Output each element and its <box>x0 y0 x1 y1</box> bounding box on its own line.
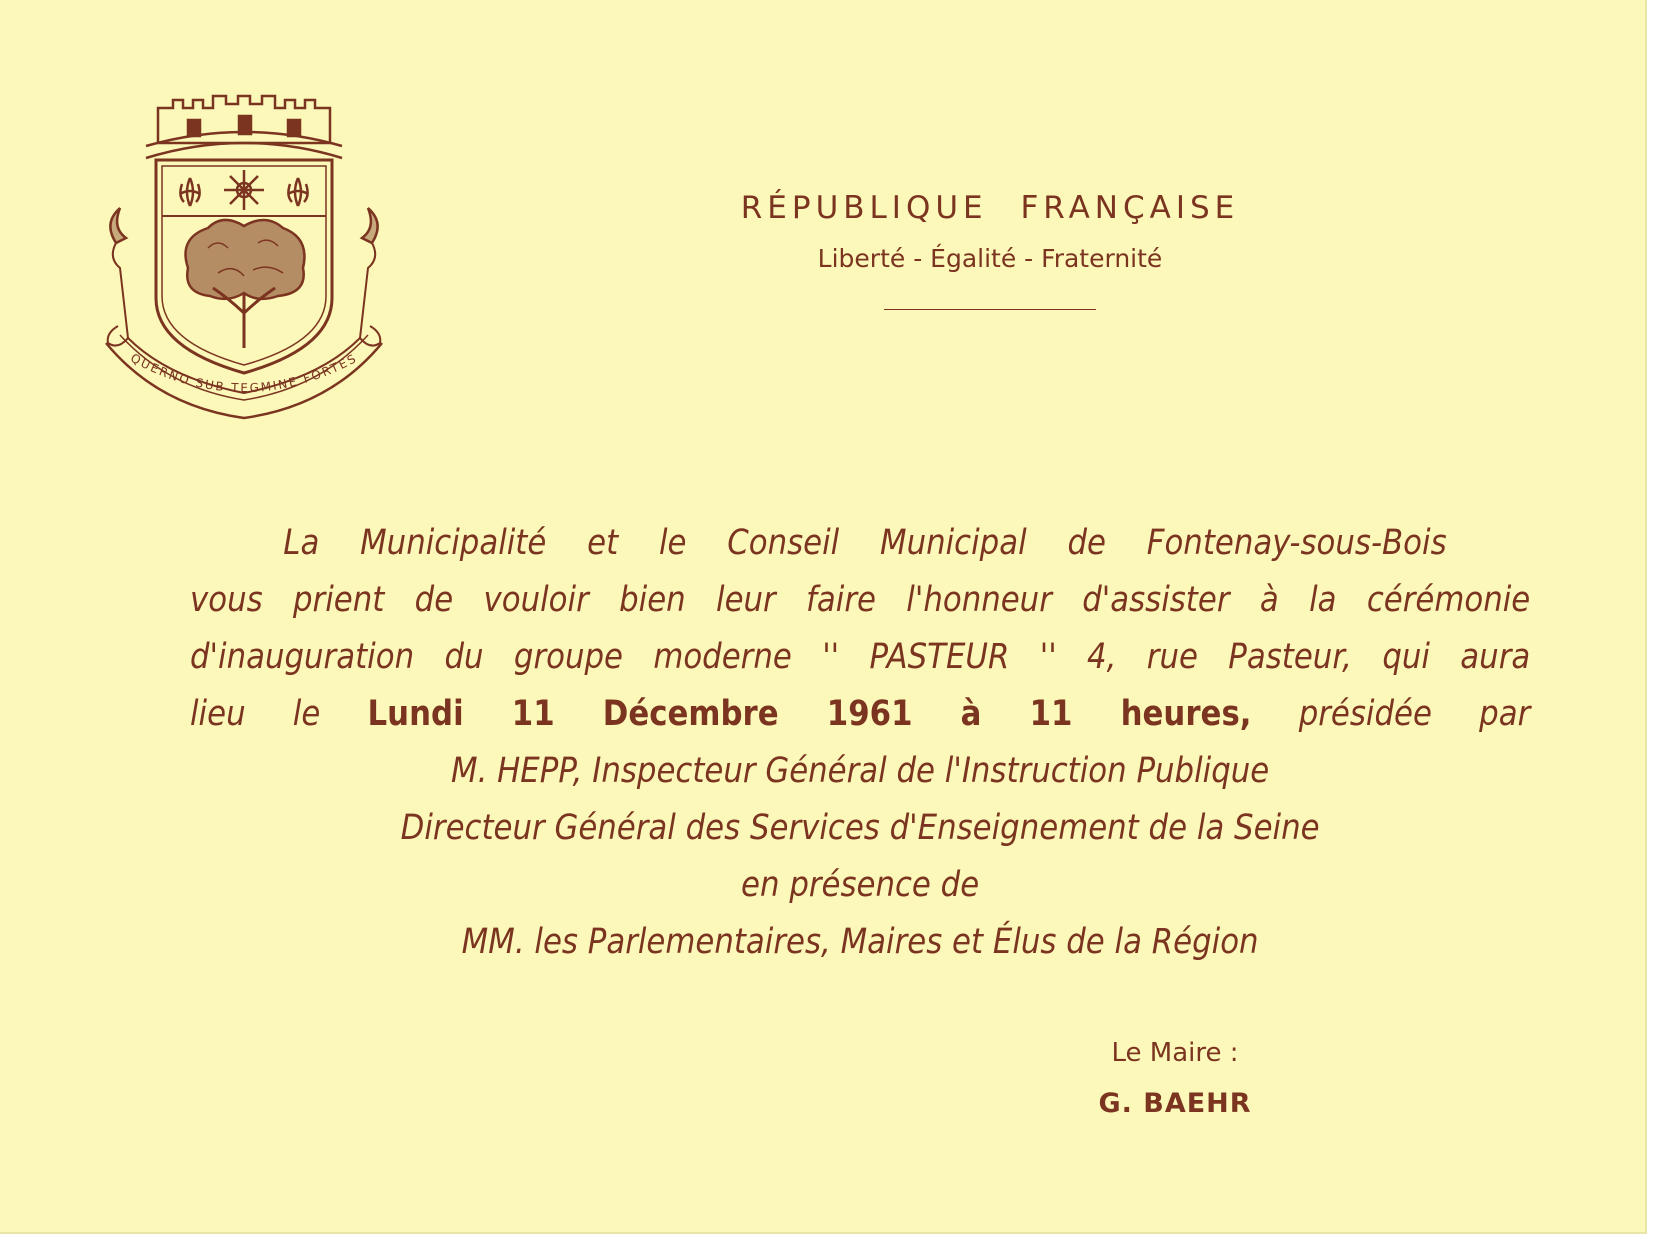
mayor-label: Le Maire : <box>1111 1038 1239 1068</box>
body-line-4 <box>190 686 1530 743</box>
body-line-3 <box>190 629 1530 686</box>
body-line-3-start: d'inauguration du groupe moderne <box>190 637 792 677</box>
body-line-4-start: lieu le <box>190 694 321 734</box>
header-divider <box>884 309 1096 310</box>
body-line-8: MM. les Parlementaires, Maires et Élus de la Région <box>461 922 1259 962</box>
signature-block <box>1080 1038 1270 1119</box>
event-date: Lundi 11 Décembre 1961 à 11 heures, <box>367 694 1252 734</box>
body-line-2: vous prient de vouloir bien leur faire l'honneur d'assister à la cérémonie <box>190 580 1531 620</box>
republic-title: RÉPUBLIQUE FRANÇAISE <box>740 190 1240 226</box>
mayor-name: G. BAEHR <box>1098 1088 1252 1119</box>
crest-motto: QUERNO SUB TEGMINE FORTES <box>128 350 360 396</box>
body-line-6: Directeur Général des Services d'Enseignement de la Seine <box>400 808 1320 848</box>
body-line-1: La Municipalité et le Conseil Municipal de Fontenay-sous-Bois <box>283 523 1447 563</box>
republic-motto: Liberté - Égalité - Fraternité <box>817 244 1163 273</box>
body-line-7: en présence de <box>741 865 980 905</box>
republic-header <box>640 190 1340 310</box>
pasteur-name: '' PASTEUR '' <box>822 637 1057 677</box>
body-line-5: M. HEPP, Inspecteur Général de l'Instruction Publique <box>450 751 1270 791</box>
coat-of-arms-emblem <box>98 88 408 428</box>
body-line-4-end: présidée par <box>1298 694 1531 734</box>
body-line-3-end: 4, rue Pasteur, qui aura <box>1087 637 1531 677</box>
invitation-body <box>190 515 1530 971</box>
